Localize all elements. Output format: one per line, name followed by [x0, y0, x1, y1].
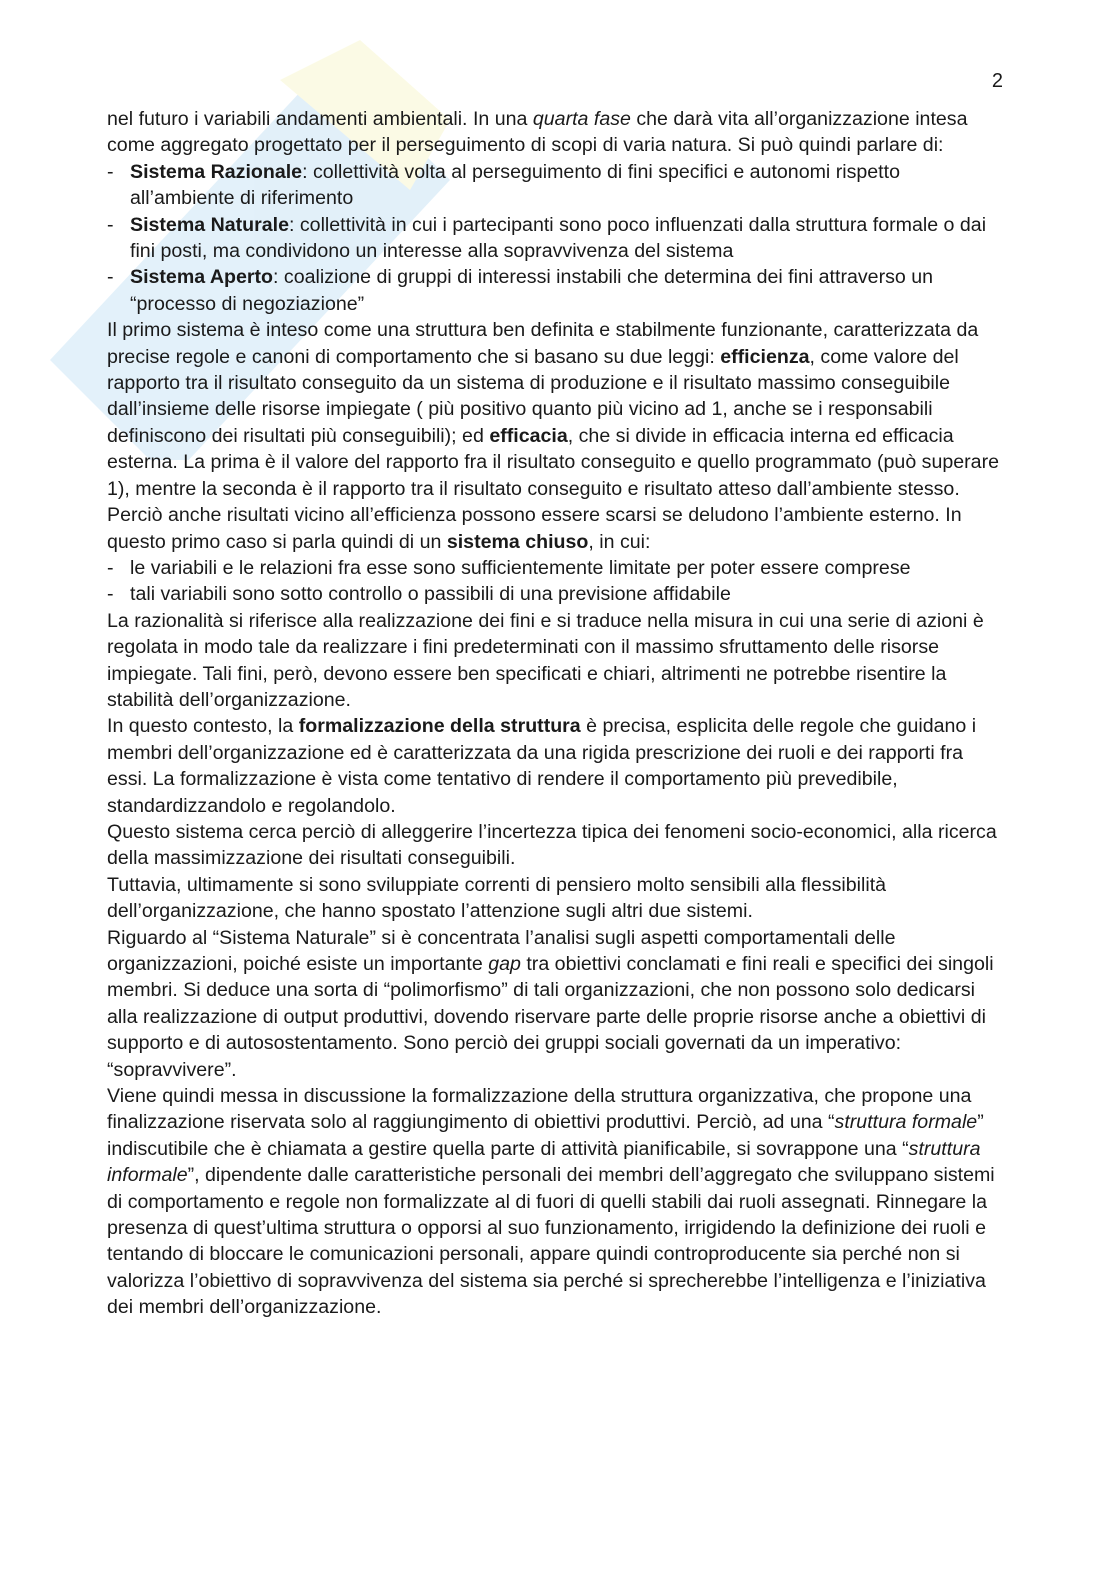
paragraph-efficiency: Il primo sistema è inteso come una struttura ben definita e stabilmente funzionante, caratterizzata da precise regole e canoni di comportamento che si basano su due leggi: efficienza, come valore del rapporto tra il risultato conseguito da un sistema di produzione e il risultato massimo conseguibile dall’insieme delle risorse impiegate ( più positivo quanto più vicino ad 1, anche se i responsabili definiscono dei risultati più conseguibili); ed efficacia, che si divide in efficacia interna ed efficacia esterna. La prima è il valore del rapporto fra il risultato conseguito e quello programmato (può superare 1), mentre la seconda è il rapporto tra il risultato conseguito e risultato atteso dall’ambiente stesso. Perciò anche risultati vicino all’efficienza possono essere scarsi se deludono l’ambiente esterno. In questo primo caso si parla quindi di un sistema chiuso, in cui: [107, 319, 999, 553]
list-item: - Sistema Aperto: coalizione di gruppi di interessi instabili che determina dei fini attraverso un “processo di negoziazione” [107, 266, 934, 315]
paragraph-formalization: In questo contesto, la formalizzazione della struttura è precisa, esplicita delle regole che guidano i membri dell’organizzazione ed è caratterizzata da una rigida prescrizione dei ruoli e dei rapporti fra essi. La formalizzazione è vista come tentativo di rendere il comportamento più prevedibile, standardizzandolo e regolandolo. [107, 715, 977, 817]
list-item: - Sistema Razionale: collettività volta al perseguimento di fini specifici e autonomi rispetto all’ambiente di riferimento [107, 160, 900, 210]
paragraph-rationality: La razionalità si riferisce alla realizzazione dei fini e si traduce nella misura in cui una serie di azioni è regolata in modo tale da realizzare i fini predeterminati con il massimo sfruttamento delle risorse impiegate. Tali fini, però, devono essere ben specificati e chiari, altrimenti ne potrebbe risentire la stabilità dell’organizzazione. [107, 609, 984, 711]
page-number: 2 [991, 70, 1003, 92]
document-body [107, 106, 1007, 1321]
paragraph-natural-system: Riguardo al “Sistema Naturale” si è concentrata l’analisi sugli aspetti comportamentali delle organizzazioni, poiché esiste un importante gap tra obiettivi conclamati e fini reali e specifici dei singoli membri. Si deduce una sorta di “polimorfismo” di tali organizzazioni, che non possono solo dedicarsi alla realizzazione di output produttivi, dovendo riservare parte delle proprie risorse anche a obiettivi di supporto e di autosostentamento. Sono perciò dei gruppi sociali governati da un imperativo: “sopravvivere”. [107, 926, 994, 1081]
paragraph-flexibility: Tuttavia, ultimamente si sono sviluppiate correnti di pensiero molto sensibili alla flessibilità dell’organizzazione, che hanno spostato l’attenzione sugli altri due sistemi. [107, 873, 887, 923]
list-item: - le variabili e le relazioni fra esse sono sufficientemente limitate per poter essere comprese [107, 556, 911, 579]
list-item: - Sistema Naturale: collettività in cui i partecipanti sono poco influenzati dalla struttura formale o dai fini posti, ma condividono un interesse alla sopravvivenza del sistema [107, 213, 987, 263]
closed-system-list [107, 555, 1007, 608]
paragraph-uncertainty: Questo sistema cerca perciò di alleggerire l’incertezza tipica dei fenomeni socio-economici, alla ricerca della massimizzazione dei risultati conseguibili. [107, 820, 997, 870]
paragraph-informal-structure: Viene quindi messa in discussione la formalizzazione della struttura organizzativa, che propone una finalizzazione riservata solo al raggiungimento di obiettivi produttivi. Perciò, ad una “struttura formale” indiscutibile che è chiamata a gestire quella parte di attività pianificabile, si sovrappone una “struttura informale”, dipendente dalle caratteristiche personali dei membri dell’aggregato che sviluppano sistemi di comportamento e regole non formalizzate al di fuori di quelli stabili dai ruoli assegnati. Rinnegare la presenza di quest’ultima struttura o opporsi al suo funzionamento, irrigidendo la definizione dei ruoli e tentando di bloccare le comunicazioni personali, appare quindi controproducente sia perché non si valorizza l’obiettivo di sopravvivenza del sistema sia perché si sprecherebbe l’intelligenza e l’iniziativa dei membri dell’organizzazione. [107, 1085, 995, 1319]
list-item: - tali variabili sono sotto controllo o passibili di una previsione affidabile [107, 583, 731, 606]
paragraph-intro: nel futuro i variabili andamenti ambientali. In una quarta fase che darà vita all’organizzazione intesa come aggregato progettato per il perseguimento di scopi di varia natura. Si può quindi parlare di: [107, 108, 968, 157]
system-types-list [107, 159, 1007, 317]
